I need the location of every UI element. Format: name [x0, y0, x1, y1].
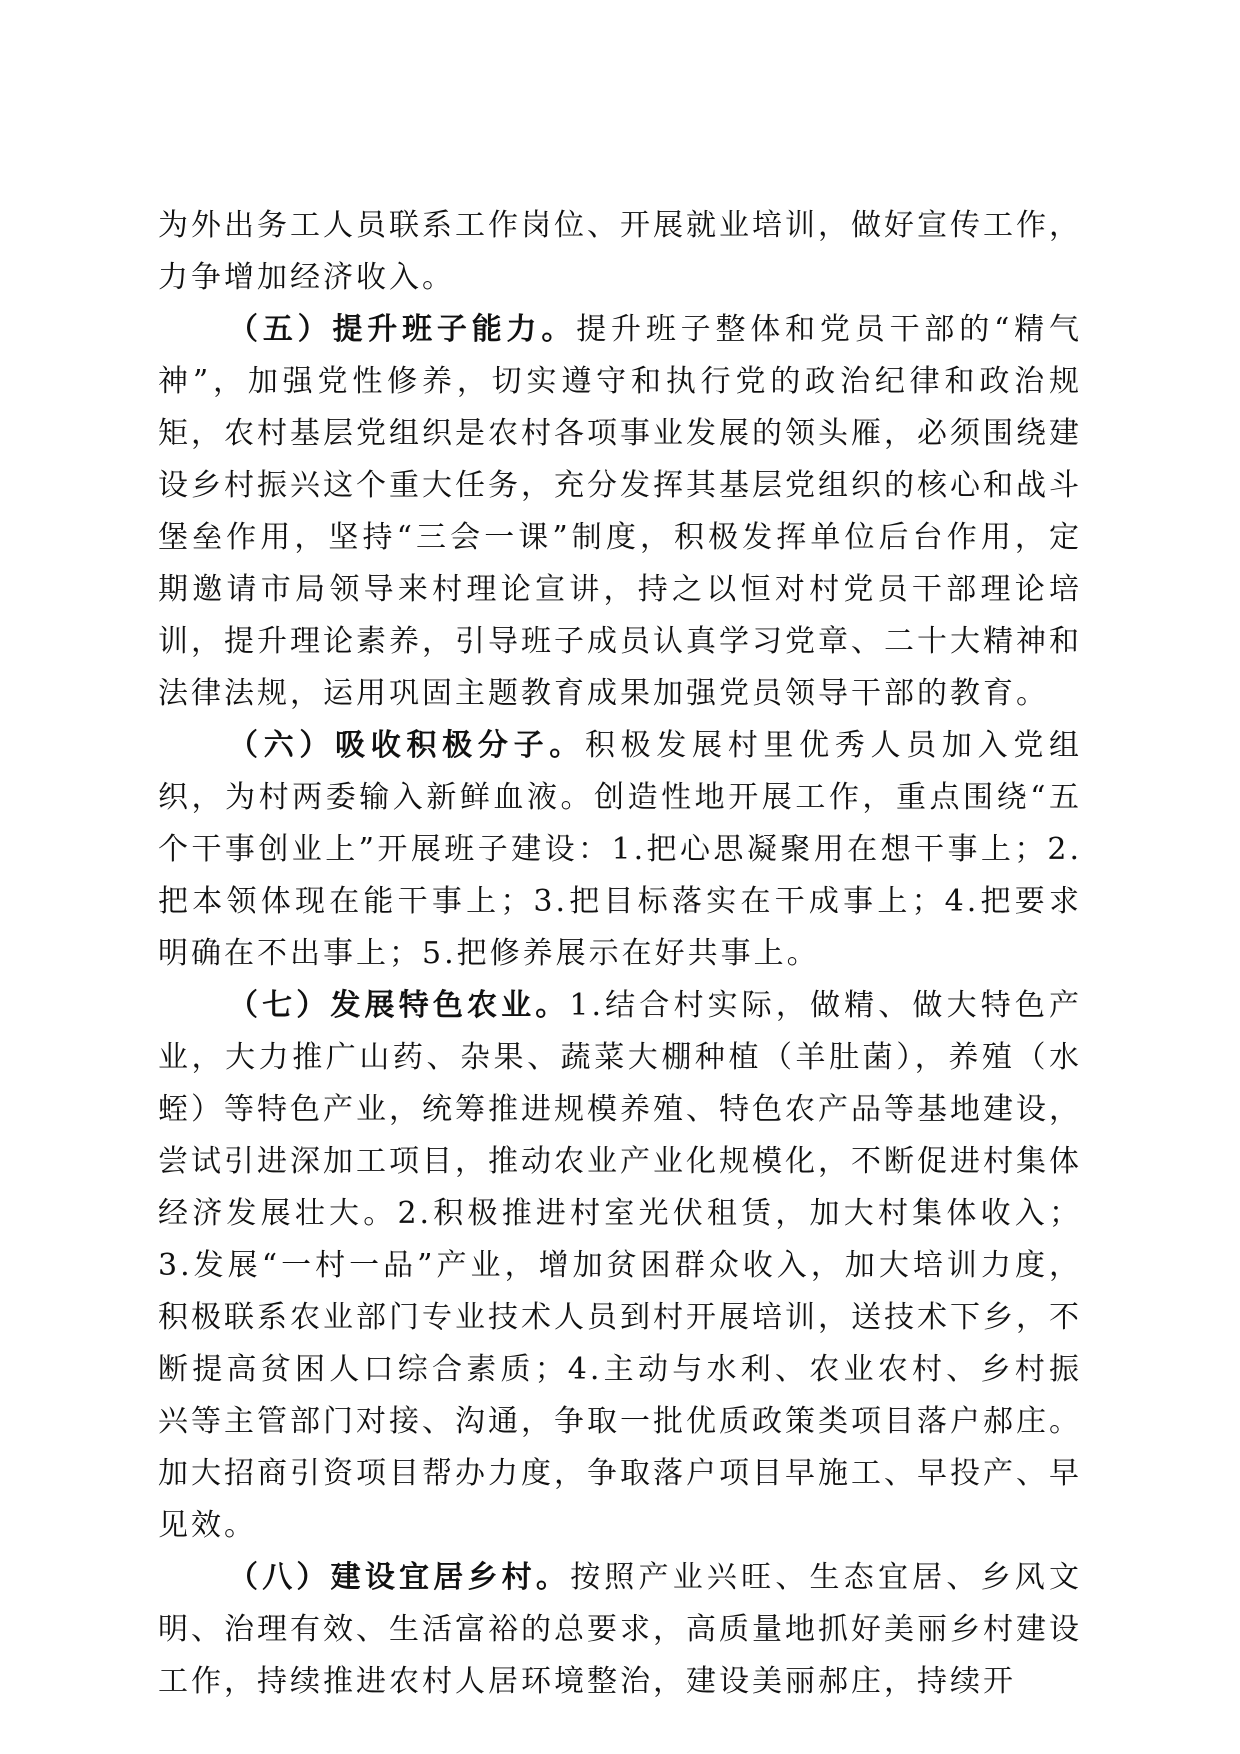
paragraph-continuation — [158, 200, 1082, 304]
paragraph-text: 按照产业兴旺、生态宜居、乡风文明、治理有效、生活富裕的总要求，高质量地抓好美丽乡村建设工作，持续推进农村人居环境整治，建设美丽郝庄，持续开 — [158, 1560, 1083, 1699]
document-body — [158, 200, 1082, 1708]
paragraph-section-8 — [158, 1552, 1082, 1708]
paragraph-text: 为外出务工人员联系工作岗位、开展就业培训，做好宣传工作，力争增加经济收入。 — [158, 208, 1082, 295]
section-heading: （七）发展特色农业。 — [228, 988, 570, 1023]
section-heading: （六）吸收积极分子。 — [228, 728, 585, 763]
paragraph-text: 积极发展村里优秀人员加入党组织，为村两委输入新鲜血液。创造性地开展工作，重点围绕“五个干事创业上”开展班子建设：1.把心思凝聚用在想干事上；2.把本领体现在能干事上；3.把目标落实在干成事上；4.把要求明确在不出事上；5.把修养展示在好共事上。 — [158, 728, 1083, 971]
section-heading: （五）提升班子能力。 — [228, 312, 577, 347]
paragraph-section-7 — [158, 980, 1082, 1552]
paragraph-section-5 — [158, 304, 1082, 720]
paragraph-text: 提升班子整体和党员干部的“精气神”，加强党性修养，切实遵守和执行党的政治纪律和政治规矩，农村基层党组织是农村各项事业发展的领头雁，必须围绕建设乡村振兴这个重大任务，充分发挥其基层党组织的核心和战斗堡垒作用，坚持“三会一课”制度，积极发挥单位后台作用，定期邀请市局领导来村理论宣讲，持之以恒对村党员干部理论培训，提升理论素养，引导班子成员认真学习党章、二十大精神和法律法规，运用巩固主题教育成果加强党员领导干部的教育。 — [158, 312, 1083, 711]
paragraph-section-6 — [158, 720, 1082, 980]
section-heading: （八）建设宜居乡村。 — [228, 1560, 571, 1595]
paragraph-text: 1.结合村实际，做精、做大特色产业，大力推广山药、杂果、蔬菜大棚种植（羊肚菌），养殖（水蛭）等特色产业，统筹推进规模养殖、特色农产品等基地建设，尝试引进深加工项目，推动农业产业化规模化，不断促进村集体经济发展壮大。2.积极推进村室光伏租赁，加大村集体收入；3.发展“一村一品”产业，增加贫困群众收入，加大培训力度，积极联系农业部门专业技术人员到村开展培训，送技术下乡，不断提高贫困人口综合素质；4.主动与水利、农业农村、乡村振兴等主管部门对接、沟通，争取一批优质政策类项目落户郝庄。加大招商引资项目帮办力度，争取落户项目早施工、早投产、早见效。 — [158, 988, 1082, 1543]
